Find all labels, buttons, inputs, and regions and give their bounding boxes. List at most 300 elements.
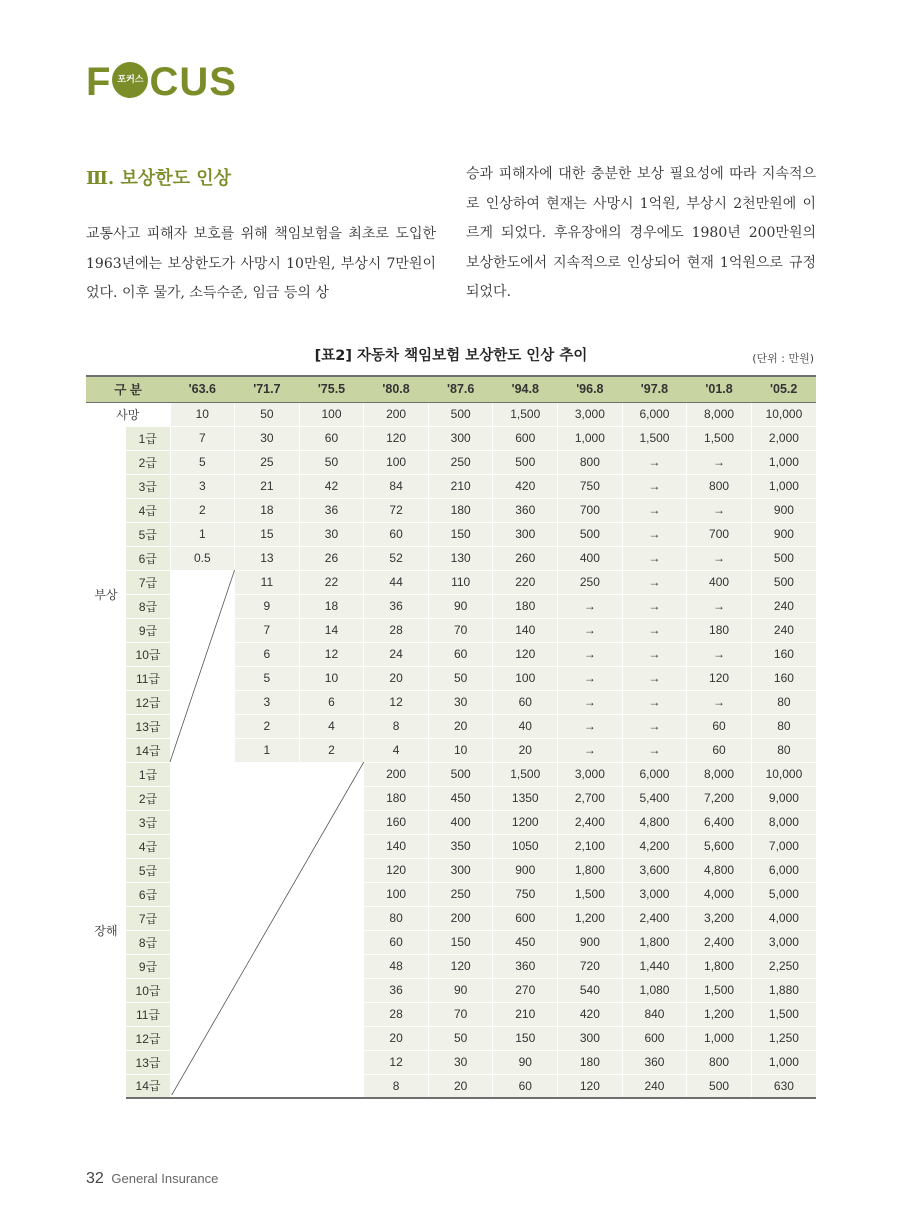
table-cell <box>235 906 300 930</box>
table-row <box>86 594 816 618</box>
table-cell <box>235 978 300 1002</box>
table-cell: 4 <box>299 714 364 738</box>
table-row <box>86 1050 816 1074</box>
table-cell: 1,500 <box>493 402 558 426</box>
table-cell: 3,000 <box>622 882 687 906</box>
header-year: '63.6 <box>170 376 235 402</box>
table-cell: 10 <box>428 738 493 762</box>
table-cell: 180 <box>558 1050 623 1074</box>
table-cell: → <box>687 642 752 666</box>
table-cell: 150 <box>428 930 493 954</box>
table-cell <box>299 1026 364 1050</box>
table-cell: 1200 <box>493 810 558 834</box>
table-row <box>86 1074 816 1098</box>
table-cell <box>235 954 300 978</box>
table-cell: 900 <box>751 498 816 522</box>
table-cell: 6 <box>235 642 300 666</box>
table-cell: 4,800 <box>622 810 687 834</box>
table-cell: → <box>687 594 752 618</box>
table-cell <box>170 1002 235 1026</box>
table-cell: 600 <box>493 426 558 450</box>
table-cell: 7,200 <box>687 786 752 810</box>
table-cell: 160 <box>751 642 816 666</box>
table-cell: 250 <box>558 570 623 594</box>
grade-label: 8급 <box>126 930 170 954</box>
table-cell: 900 <box>493 858 558 882</box>
table-cell: → <box>687 450 752 474</box>
table-cell <box>299 1050 364 1074</box>
section-heading: Ⅲ. 보상한도 인상 <box>86 168 232 189</box>
grade-label: 14급 <box>126 738 170 762</box>
table-cell: → <box>558 690 623 714</box>
table-cell: 840 <box>622 1002 687 1026</box>
logo-text-right: CUS <box>149 60 237 104</box>
table-cell: 24 <box>364 642 429 666</box>
table-cell: 100 <box>493 666 558 690</box>
table-row <box>86 858 816 882</box>
grade-label: 11급 <box>126 666 170 690</box>
table-cell: 8,000 <box>687 402 752 426</box>
grade-label: 3급 <box>126 474 170 498</box>
table-cell: 11 <box>235 570 300 594</box>
table-cell: 630 <box>751 1074 816 1098</box>
grade-label: 1급 <box>126 762 170 786</box>
table-cell: 5 <box>170 450 235 474</box>
table-row <box>86 1002 816 1026</box>
table-cell: 1,500 <box>622 426 687 450</box>
table-cell: 2 <box>235 714 300 738</box>
table-cell: 1,440 <box>622 954 687 978</box>
table-cell: 900 <box>558 930 623 954</box>
table-cell: 450 <box>428 786 493 810</box>
compensation-limit-table <box>86 375 816 1099</box>
table-row-death <box>86 402 816 426</box>
table-cell: → <box>687 690 752 714</box>
table-cell: 1,800 <box>622 930 687 954</box>
table-cell <box>170 570 235 594</box>
table-row <box>86 642 816 666</box>
table-cell: 15 <box>235 522 300 546</box>
table-cell: → <box>622 666 687 690</box>
table-cell: → <box>622 570 687 594</box>
table-cell: → <box>622 594 687 618</box>
table-cell: 10,000 <box>751 402 816 426</box>
table-cell: 50 <box>428 666 493 690</box>
table-cell <box>299 882 364 906</box>
table-cell: → <box>687 498 752 522</box>
header-year: '80.8 <box>364 376 429 402</box>
table-cell <box>170 594 235 618</box>
table-cell <box>170 690 235 714</box>
row-label-injury: 부상 <box>86 426 126 762</box>
table-cell: 1,000 <box>687 1026 752 1050</box>
table-cell: 2,250 <box>751 954 816 978</box>
table-cell: 250 <box>428 882 493 906</box>
table-cell <box>170 810 235 834</box>
table-cell <box>235 882 300 906</box>
table-cell: 48 <box>364 954 429 978</box>
table-cell: 60 <box>364 930 429 954</box>
table-cell: 20 <box>428 714 493 738</box>
table-cell: 1,000 <box>751 450 816 474</box>
table-cell: 300 <box>428 426 493 450</box>
table-cell: 1,200 <box>558 906 623 930</box>
header-year: '87.6 <box>428 376 493 402</box>
table-cell: 150 <box>428 522 493 546</box>
table-cell: 80 <box>751 690 816 714</box>
table-row <box>86 834 816 858</box>
grade-label: 4급 <box>126 834 170 858</box>
table-cell: 540 <box>558 978 623 1002</box>
table-cell: 10 <box>299 666 364 690</box>
page-number: 32 <box>86 1170 104 1187</box>
table-cell: 22 <box>299 570 364 594</box>
table-cell: 80 <box>364 906 429 930</box>
table-cell: 800 <box>558 450 623 474</box>
table-cell: 180 <box>428 498 493 522</box>
grade-label: 13급 <box>126 714 170 738</box>
table-cell: 2,700 <box>558 786 623 810</box>
table-cell: 12 <box>364 1050 429 1074</box>
header-year: '94.8 <box>493 376 558 402</box>
grade-label: 2급 <box>126 786 170 810</box>
table-cell <box>299 762 364 786</box>
table-cell: 26 <box>299 546 364 570</box>
table-row <box>86 882 816 906</box>
grade-label: 12급 <box>126 1026 170 1050</box>
table-cell: 30 <box>299 522 364 546</box>
table-cell: 250 <box>428 450 493 474</box>
grade-label: 11급 <box>126 1002 170 1026</box>
table-cell <box>299 858 364 882</box>
table-cell: 240 <box>622 1074 687 1098</box>
table-cell <box>299 834 364 858</box>
table-cell: 1,080 <box>622 978 687 1002</box>
row-label-disability: 장해 <box>86 762 126 1098</box>
table-cell <box>170 786 235 810</box>
grade-label: 3급 <box>126 810 170 834</box>
table-cell: → <box>687 546 752 570</box>
table-cell: 44 <box>364 570 429 594</box>
table-cell <box>170 738 235 762</box>
table-row <box>86 810 816 834</box>
table-cell: 70 <box>428 1002 493 1026</box>
table-cell: 700 <box>687 522 752 546</box>
table-cell: 270 <box>493 978 558 1002</box>
table-cell: → <box>622 714 687 738</box>
table-cell: 30 <box>235 426 300 450</box>
table-cell: 6 <box>299 690 364 714</box>
table-header-row <box>86 376 816 402</box>
table-cell: 150 <box>493 1026 558 1050</box>
table-cell: 140 <box>493 618 558 642</box>
table-cell: 6,000 <box>622 402 687 426</box>
table-row <box>86 906 816 930</box>
grade-label: 8급 <box>126 594 170 618</box>
table-cell: 360 <box>493 954 558 978</box>
table-cell: 120 <box>364 426 429 450</box>
table-cell: 36 <box>364 978 429 1002</box>
table-cell: 7 <box>235 618 300 642</box>
grade-label: 10급 <box>126 642 170 666</box>
table-cell: 210 <box>493 1002 558 1026</box>
table-cell: → <box>622 546 687 570</box>
header-year: '96.8 <box>558 376 623 402</box>
table-cell <box>170 882 235 906</box>
table-cell: 8 <box>364 714 429 738</box>
logo-badge: 포커스 <box>112 62 148 98</box>
table-cell: 13 <box>235 546 300 570</box>
table-cell: 5,000 <box>751 882 816 906</box>
table-cell: → <box>622 450 687 474</box>
table-cell: → <box>622 618 687 642</box>
table-cell <box>170 714 235 738</box>
table-cell: 120 <box>364 858 429 882</box>
table-cell: 8,000 <box>751 810 816 834</box>
table-cell <box>299 954 364 978</box>
table-cell: 60 <box>687 738 752 762</box>
table-cell: 500 <box>751 546 816 570</box>
table-cell <box>235 786 300 810</box>
table-unit: (단위 : 만원) <box>752 352 814 365</box>
table-cell: 1350 <box>493 786 558 810</box>
table-cell: 180 <box>364 786 429 810</box>
table-cell: 200 <box>364 402 429 426</box>
table-cell: 20 <box>364 666 429 690</box>
grade-label: 7급 <box>126 906 170 930</box>
grade-label: 2급 <box>126 450 170 474</box>
table-cell: 2,400 <box>687 930 752 954</box>
table-cell: 1,000 <box>558 426 623 450</box>
table-row <box>86 762 816 786</box>
table-cell: 90 <box>428 594 493 618</box>
header-year: '71.7 <box>235 376 300 402</box>
table-cell: 700 <box>558 498 623 522</box>
table-cell: → <box>622 522 687 546</box>
table-cell: 240 <box>751 594 816 618</box>
table-cell: 260 <box>493 546 558 570</box>
table-cell <box>170 906 235 930</box>
table-cell: 90 <box>428 978 493 1002</box>
table-cell: 50 <box>235 402 300 426</box>
table-cell: 60 <box>364 522 429 546</box>
table-cell: 6,000 <box>622 762 687 786</box>
table-cell <box>235 858 300 882</box>
table-cell: 120 <box>558 1074 623 1098</box>
table-cell <box>235 1074 300 1098</box>
table-cell: 300 <box>428 858 493 882</box>
table-cell: 42 <box>299 474 364 498</box>
table-cell <box>170 834 235 858</box>
table-row <box>86 954 816 978</box>
table-cell: 80 <box>751 714 816 738</box>
grade-label: 7급 <box>126 570 170 594</box>
table-row <box>86 450 816 474</box>
table-row <box>86 498 816 522</box>
table-cell: 500 <box>428 762 493 786</box>
table-cell: 1,880 <box>751 978 816 1002</box>
table-cell: 130 <box>428 546 493 570</box>
table-cell <box>235 810 300 834</box>
table-cell: 420 <box>493 474 558 498</box>
grade-label: 5급 <box>126 522 170 546</box>
table-cell: 20 <box>493 738 558 762</box>
table-cell: 10,000 <box>751 762 816 786</box>
table-row <box>86 738 816 762</box>
table-cell: 9 <box>235 594 300 618</box>
table-cell: 100 <box>364 450 429 474</box>
table-cell: 100 <box>299 402 364 426</box>
table-cell <box>235 930 300 954</box>
table-cell: 60 <box>299 426 364 450</box>
table-cell: 210 <box>428 474 493 498</box>
table-cell: 12 <box>299 642 364 666</box>
table-cell: 25 <box>235 450 300 474</box>
table-cell: 9,000 <box>751 786 816 810</box>
table-row <box>86 690 816 714</box>
table-cell: 28 <box>364 618 429 642</box>
header-year: '01.8 <box>687 376 752 402</box>
table-cell: 52 <box>364 546 429 570</box>
table-cell: 28 <box>364 1002 429 1026</box>
table-cell: 30 <box>428 690 493 714</box>
table-cell <box>170 1074 235 1098</box>
table-cell: 200 <box>364 762 429 786</box>
table-cell: 1,500 <box>687 978 752 1002</box>
table-cell <box>235 1002 300 1026</box>
table-cell: 500 <box>687 1074 752 1098</box>
table-cell <box>170 618 235 642</box>
table-cell: 800 <box>687 474 752 498</box>
table-cell: 1,500 <box>687 426 752 450</box>
table-title: [표2] 자동차 책임보험 보상한도 인상 추이 <box>314 348 588 364</box>
table-row <box>86 930 816 954</box>
table-cell: 10 <box>170 402 235 426</box>
table-cell: 800 <box>687 1050 752 1074</box>
table-cell: 500 <box>751 570 816 594</box>
table-cell <box>235 1026 300 1050</box>
table-cell: 180 <box>687 618 752 642</box>
header-year: '75.5 <box>299 376 364 402</box>
table-cell: 84 <box>364 474 429 498</box>
table-cell: 160 <box>751 666 816 690</box>
table-cell <box>299 930 364 954</box>
table-cell: 6,000 <box>751 858 816 882</box>
table-cell: 0.5 <box>170 546 235 570</box>
table-cell: 360 <box>622 1050 687 1074</box>
table-cell: 5,400 <box>622 786 687 810</box>
table-cell: 80 <box>751 738 816 762</box>
table-cell: 900 <box>751 522 816 546</box>
table-cell: 8,000 <box>687 762 752 786</box>
table-row <box>86 474 816 498</box>
table-cell <box>170 642 235 666</box>
grade-label: 9급 <box>126 618 170 642</box>
table-cell: 1,500 <box>493 762 558 786</box>
table-cell: 3,000 <box>558 402 623 426</box>
grade-label: 4급 <box>126 498 170 522</box>
table-row <box>86 1026 816 1050</box>
table-row <box>86 714 816 738</box>
table-cell: 4 <box>364 738 429 762</box>
table-cell <box>299 1074 364 1098</box>
table-cell: 1,250 <box>751 1026 816 1050</box>
table-cell: → <box>558 738 623 762</box>
table-cell: → <box>622 642 687 666</box>
table-cell: 3 <box>170 474 235 498</box>
grade-label: 5급 <box>126 858 170 882</box>
table-cell: 300 <box>558 1026 623 1050</box>
table-cell: 3 <box>235 690 300 714</box>
table-cell: 110 <box>428 570 493 594</box>
table-cell: 2,100 <box>558 834 623 858</box>
body-text-left: 교통사고 피해자 보호를 위해 책임보험을 최초로 도입한 1963년에는 보상한도가 사망시 10만원, 부상시 7만원이었다. 이후 물가, 소득수준, 임금 등의 상 <box>86 226 436 301</box>
header-year: '97.8 <box>622 376 687 402</box>
table-cell <box>299 786 364 810</box>
grade-label: 1급 <box>126 426 170 450</box>
table-cell: 750 <box>493 882 558 906</box>
table-cell: 400 <box>687 570 752 594</box>
table-cell: 300 <box>493 522 558 546</box>
table-cell <box>299 906 364 930</box>
table-cell: 140 <box>364 834 429 858</box>
table-cell: 220 <box>493 570 558 594</box>
table-cell: 1,200 <box>687 1002 752 1026</box>
table-cell: 70 <box>428 618 493 642</box>
table-cell: 600 <box>493 906 558 930</box>
page-footer <box>86 1170 218 1188</box>
table-cell: → <box>558 594 623 618</box>
table-cell: 120 <box>493 642 558 666</box>
table-cell <box>235 1050 300 1074</box>
table-cell <box>170 762 235 786</box>
table-cell: 5,600 <box>687 834 752 858</box>
table-row <box>86 786 816 810</box>
table-cell: 2,400 <box>558 810 623 834</box>
table-cell: 90 <box>493 1050 558 1074</box>
table-row <box>86 426 816 450</box>
table-cell: → <box>622 738 687 762</box>
table-cell: 60 <box>493 690 558 714</box>
table-cell: 1,000 <box>751 1050 816 1074</box>
table-cell: → <box>558 642 623 666</box>
table-cell: 420 <box>558 1002 623 1026</box>
table-cell: 60 <box>493 1074 558 1098</box>
table-cell: 14 <box>299 618 364 642</box>
table-cell: 720 <box>558 954 623 978</box>
table-cell: 4,800 <box>687 858 752 882</box>
table-cell: 4,000 <box>751 906 816 930</box>
table-cell <box>235 762 300 786</box>
table-cell: 400 <box>558 546 623 570</box>
table-cell: 180 <box>493 594 558 618</box>
table-cell: 450 <box>493 930 558 954</box>
table-cell: 200 <box>428 906 493 930</box>
grade-label: 10급 <box>126 978 170 1002</box>
table-cell: 4,000 <box>687 882 752 906</box>
table-cell: 240 <box>751 618 816 642</box>
table-cell: → <box>622 690 687 714</box>
table-cell: 30 <box>428 1050 493 1074</box>
table-cell: 8 <box>364 1074 429 1098</box>
table-cell <box>170 930 235 954</box>
table-row <box>86 546 816 570</box>
table-cell: 500 <box>493 450 558 474</box>
table-cell: → <box>558 714 623 738</box>
table-cell: 1,500 <box>751 1002 816 1026</box>
table-cell: 50 <box>299 450 364 474</box>
table-cell <box>170 858 235 882</box>
